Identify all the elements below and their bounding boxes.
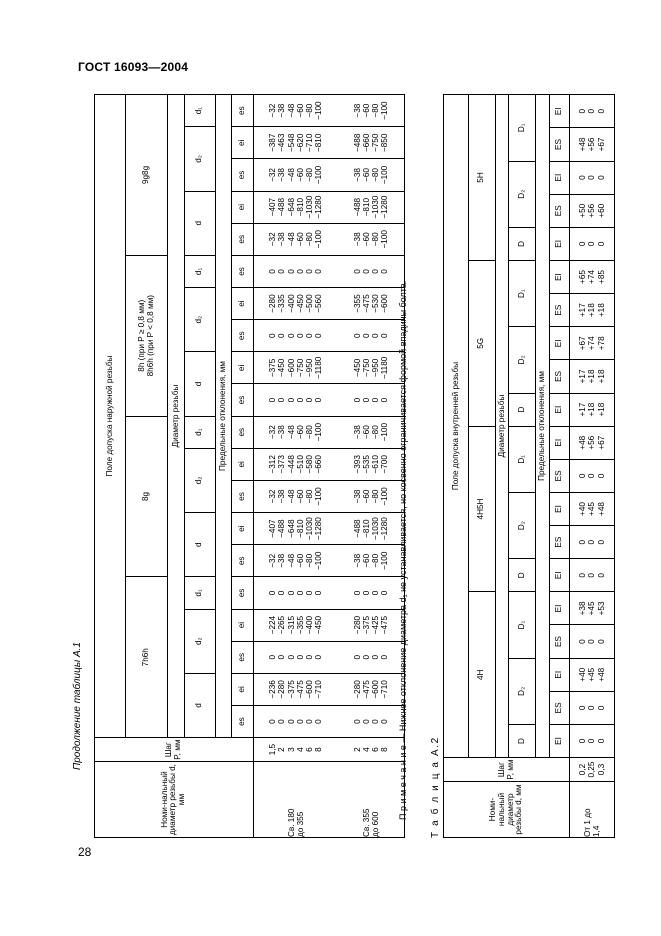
value-cell: −407 −488 −648 −810 −1030 −1280 <box>253 513 338 545</box>
sub-d2: d₂ <box>184 609 215 673</box>
field-8h: 8h (при P ≥ 0,8 мм) 8h6h (при P < 0,8 мм) <box>125 255 168 416</box>
value-cell: +50 +56 +60 <box>570 194 615 227</box>
value-cell: 0 0 0 <box>570 691 615 724</box>
value-cell: 0 0 0 <box>570 161 615 194</box>
value-cell: 0 0 0 <box>570 95 615 128</box>
value-cell: +40 +45 +48 <box>570 658 615 691</box>
value-cell: 0 0 0 0 0 0 <box>253 255 338 287</box>
dev-es: es <box>232 159 253 191</box>
value-cell: +48 +56 +67 <box>570 128 615 161</box>
value-cell: −387 −463 −548 −620 −710 −810 <box>253 127 338 159</box>
dev-es: es <box>232 577 253 609</box>
sub-d1: d₁ <box>184 255 215 287</box>
sub-d: d <box>184 352 215 416</box>
value-cell: +17 +18 +18 <box>570 294 615 327</box>
dev-ei: EI <box>549 161 569 194</box>
sub-d: d <box>184 191 215 255</box>
pitch-cell: 2 4 6 8 <box>338 738 404 762</box>
value-cell: −236 −280 −375 −475 −600 −710 <box>253 673 338 705</box>
value-cell: −280 −375 −425 −475 <box>338 609 404 641</box>
field-4h: 4H <box>468 592 495 758</box>
value-cell: 0 0 0 0 0 0 <box>253 320 338 352</box>
value-cell: −38 −60 −80 −100 <box>338 95 404 127</box>
value-cell: 0 0 0 0 <box>338 705 404 737</box>
field-8g: 8g <box>125 416 168 577</box>
dev-es: es <box>232 480 253 512</box>
sub-D1: D₁ <box>509 260 536 326</box>
dev-es: es <box>232 223 253 255</box>
value-cell: −32 −38 −48 −60 −80 −100 <box>253 480 338 512</box>
dev-ei: ei <box>232 673 253 705</box>
dev-ei: EI <box>549 658 569 691</box>
value-cell: −32 −38 −48 −60 −80 −100 <box>253 159 338 191</box>
value-cell: 0 0 0 <box>570 625 615 658</box>
value-cell: +67 +74 +78 <box>570 327 615 360</box>
value-cell: −38 −60 −80 −100 <box>338 545 404 577</box>
sub-D: D <box>509 559 536 592</box>
dev-es: ES <box>549 194 569 227</box>
dev-ei: EI <box>549 95 569 128</box>
col-nominal-header: Номи-нальный диаметр резьбы d, мм <box>444 782 570 838</box>
sub-D1: D₁ <box>509 426 536 492</box>
dev-ei: ei <box>232 352 253 384</box>
dev-es: es <box>232 255 253 287</box>
page-number: 28 <box>78 845 92 859</box>
value-cell: −488 −810 −1030 −1280 <box>338 513 404 545</box>
value-cell: +65 +74 +85 <box>570 260 615 293</box>
sub-d1: d₁ <box>184 95 215 127</box>
pitch-cell: 1,5 2 3 4 6 8 <box>253 738 338 762</box>
sub-D: D <box>509 227 536 260</box>
table-note: П р и м е ч а н и е — Нижнее отклонение диаметра d₁ не устанавливается, но косвенно ограничивается формой впадины болта. <box>398 280 408 820</box>
table-a1 <box>94 94 405 838</box>
dev-es: ES <box>549 459 569 492</box>
dev-es: ES <box>549 625 569 658</box>
value-cell: −355 −475 −530 −600 <box>338 288 404 320</box>
value-cell: +40 +45 +48 <box>570 492 615 525</box>
dev-ei: ei <box>232 127 253 159</box>
sub-D1: D₁ <box>509 95 536 162</box>
sub-d1: d₁ <box>184 577 215 609</box>
col-pitch-header: Шаг P, мм <box>95 738 254 762</box>
dev-es: ES <box>549 526 569 559</box>
value-cell: −407 −488 −648 −810 −1030 −1280 <box>253 191 338 223</box>
value-cell: −375 −450 −600 −750 −950 −1180 <box>253 352 338 384</box>
document-header: ГОСТ 16093—2004 <box>78 60 189 74</box>
field-header: Поле допуска внутренней резьбы <box>444 95 469 758</box>
field-5h: 5H <box>468 95 495 261</box>
value-cell: −38 −60 −80 −100 <box>338 223 404 255</box>
value-cell: −38 −60 −80 −100 <box>338 480 404 512</box>
dev-es: es <box>232 320 253 352</box>
dev-ei: EI <box>549 592 569 625</box>
sub-D2: D₂ <box>509 161 536 227</box>
deviations-header: Предельные отклонения, мм <box>215 95 232 738</box>
value-cell: −224 −265 −315 −355 −400 −450 <box>253 609 338 641</box>
value-cell: 0 0 0 0 0 0 <box>253 705 338 737</box>
value-cell: −280 −475 −600 −710 <box>338 673 404 705</box>
value-cell: −450 −750 −950 −1180 <box>338 352 404 384</box>
pitch-cell: 0,2 0,25 0,3 <box>570 758 615 782</box>
field-9g8g: 9g8g <box>125 95 168 256</box>
value-cell: +38 +45 +53 <box>570 592 615 625</box>
value-cell: −32 −38 −48 −60 −80 −100 <box>253 223 338 255</box>
dev-ei: EI <box>549 327 569 360</box>
field-header: Поле допуска наружной резьбы <box>95 95 126 738</box>
value-cell: 0 0 0 0 0 0 <box>253 641 338 673</box>
value-cell: −32 −38 −48 −60 −80 −100 <box>253 95 338 127</box>
sub-d2: d₂ <box>184 288 215 352</box>
value-cell: −38 −60 −80 −100 <box>338 159 404 191</box>
table-a1-caption: Продолжение таблицы А.1 <box>72 642 83 770</box>
value-cell: 0 0 0 0 <box>338 255 404 287</box>
value-cell: −32 −38 −48 −60 −80 −100 <box>253 545 338 577</box>
value-cell: 0 0 0 0 <box>338 384 404 416</box>
dev-ei: ei <box>232 191 253 223</box>
value-cell: 0 0 0 <box>570 559 615 592</box>
dev-ei: EI <box>549 492 569 525</box>
col-nominal-header: Номи-нальный диаметр резьбы d, мм <box>95 762 254 838</box>
dev-es: ES <box>549 294 569 327</box>
dev-es: es <box>232 384 253 416</box>
value-cell: 0 0 0 <box>570 459 615 492</box>
field-5g: 5G <box>468 260 495 426</box>
value-cell: 0 0 0 <box>570 227 615 260</box>
value-cell: 0 0 0 0 0 0 <box>253 577 338 609</box>
value-cell: +17 +18 +18 <box>570 360 615 393</box>
table-a2 <box>443 94 615 838</box>
dev-es: es <box>232 95 253 127</box>
dev-es: ES <box>549 128 569 161</box>
value-cell: 0 0 0 0 <box>338 641 404 673</box>
dev-ei: ei <box>232 288 253 320</box>
sub-D2: D₂ <box>509 327 536 393</box>
field-4h5h: 4H5H <box>468 426 495 592</box>
sub-d2: d₂ <box>184 448 215 512</box>
dev-es: es <box>232 705 253 737</box>
value-cell: −488 −810 −1030 −1280 <box>338 191 404 223</box>
value-cell: 0 0 0 0 <box>338 320 404 352</box>
sub-d: d <box>184 673 215 737</box>
value-cell: −488 −660 −750 −850 <box>338 127 404 159</box>
sub-D: D <box>509 724 536 757</box>
sub-d: d <box>184 513 215 577</box>
dev-ei: EI <box>549 724 569 757</box>
nominal-cell: От 1 до 1,4 <box>570 782 615 838</box>
value-cell: −32 −38 −48 −60 −80 −100 <box>253 416 338 448</box>
dev-es: es <box>232 545 253 577</box>
value-cell: −393 −535 −610 −700 <box>338 448 404 480</box>
sub-D2: D₂ <box>509 658 536 724</box>
value-cell: −312 −373 −448 −510 −580 −660 <box>253 448 338 480</box>
nominal-cell: Св. 180 до 355 <box>253 762 338 838</box>
value-cell: −38 −60 −80 −100 <box>338 416 404 448</box>
value-cell: 0 0 0 0 <box>338 577 404 609</box>
dev-ei: EI <box>549 559 569 592</box>
field-7h6h: 7h6h <box>125 577 168 738</box>
dev-es: es <box>232 641 253 673</box>
sub-D2: D₂ <box>509 492 536 558</box>
col-pitch-header: Шаг P, мм <box>444 758 570 782</box>
value-cell: 0 0 0 0 0 0 <box>253 384 338 416</box>
value-cell: 0 0 0 <box>570 526 615 559</box>
dev-es: ES <box>549 360 569 393</box>
value-cell: +48 +56 +67 <box>570 426 615 459</box>
value-cell: 0 0 0 <box>570 724 615 757</box>
dev-ei: EI <box>549 426 569 459</box>
dev-ei: EI <box>549 227 569 260</box>
sub-d1: d₁ <box>184 416 215 448</box>
dev-ei: EI <box>549 260 569 293</box>
diameter-header: Диаметр резьбы <box>168 95 185 738</box>
table-a2-caption: Т а б л и ц а А.2 <box>430 736 441 838</box>
dev-ei: ei <box>232 513 253 545</box>
value-cell: −280 −335 −400 −450 −500 −560 <box>253 288 338 320</box>
dev-es: ES <box>549 691 569 724</box>
sub-d2: d₂ <box>184 127 215 191</box>
deviations-header: Предельные отклонения, мм <box>536 95 550 758</box>
diameter-header: Диаметр резьбы <box>495 95 509 758</box>
nominal-cell: Св. 355 до 600 <box>338 762 404 838</box>
dev-es: es <box>232 416 253 448</box>
sub-D: D <box>509 393 536 426</box>
dev-ei: ei <box>232 609 253 641</box>
sub-D1: D₁ <box>509 592 536 658</box>
value-cell: +17 +18 +18 <box>570 393 615 426</box>
dev-ei: ei <box>232 448 253 480</box>
dev-ei: EI <box>549 393 569 426</box>
